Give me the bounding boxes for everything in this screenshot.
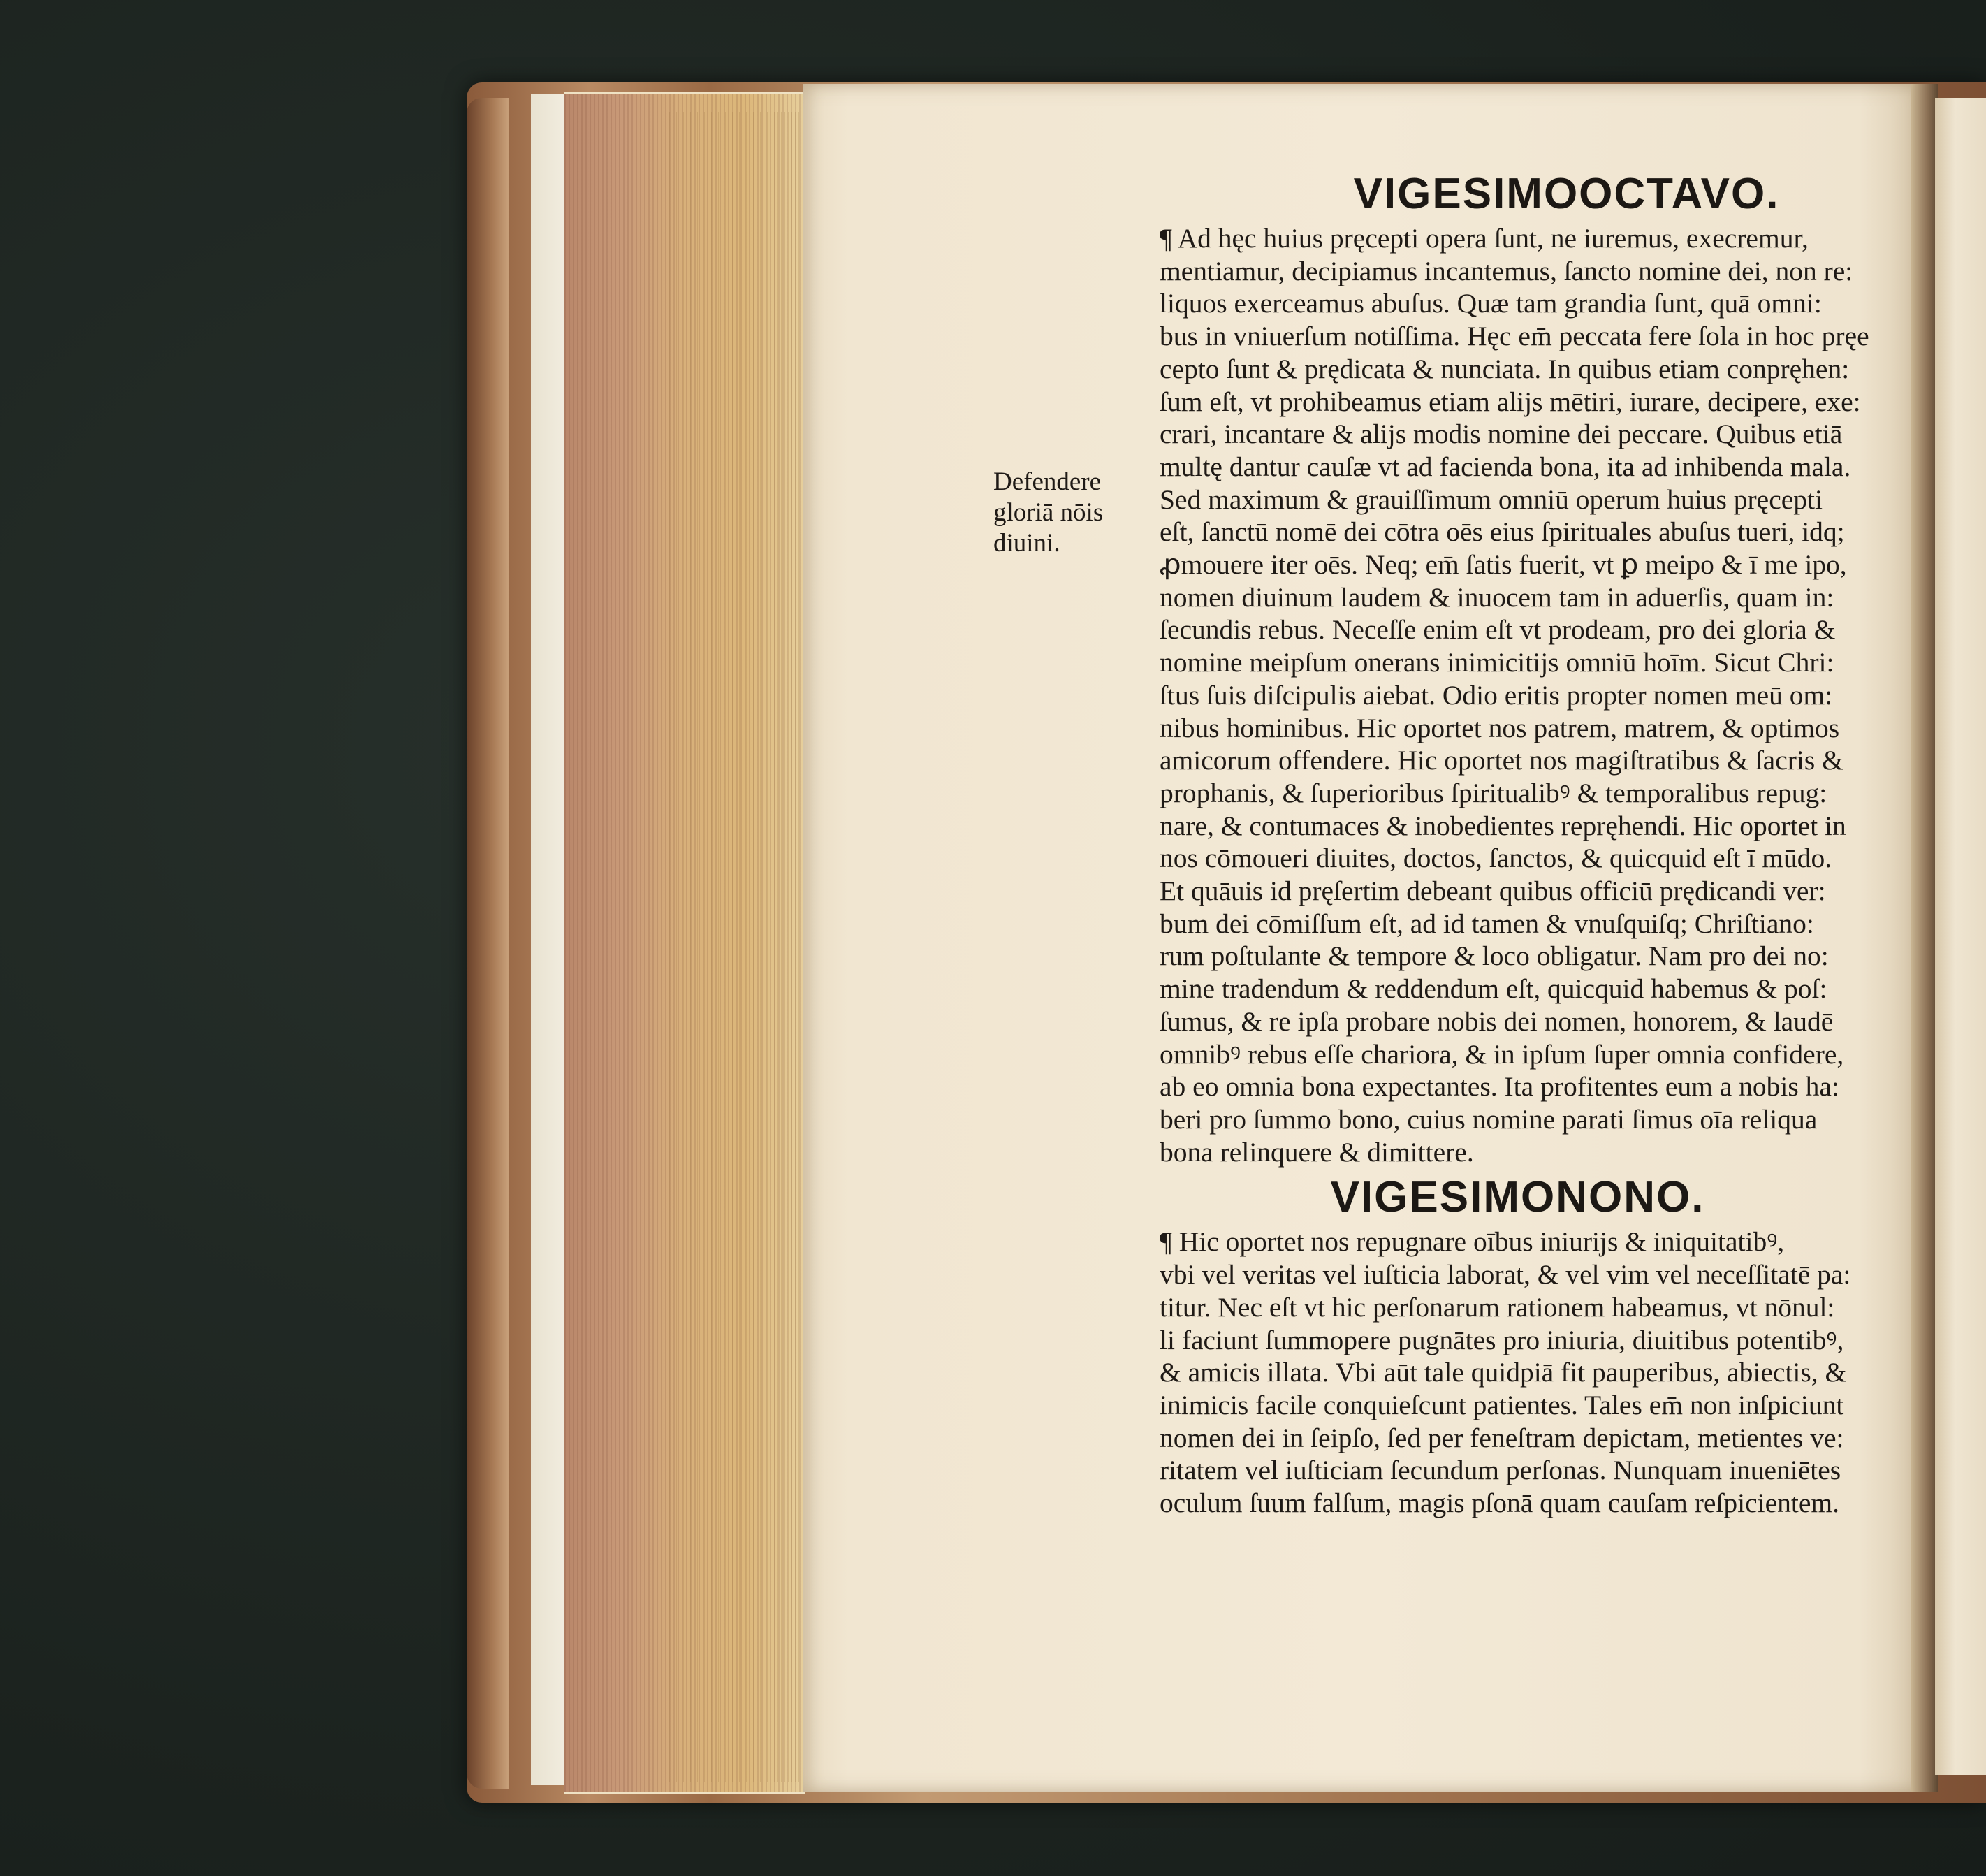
facing-page-edge (1935, 98, 1986, 1775)
text-line: ſtus ſuis diſcipulis aiebat. Odio eritis propter nomen meū om: (1160, 679, 1833, 711)
text-line: amicorum offendere. Hic oportet nos magiſtratibus & ſacris & (1160, 745, 1843, 776)
page-edges-texture (669, 112, 802, 1782)
text-line: oculum ſuum falſum, magis pſonā quam cauſam reſpicientem. (1160, 1488, 1839, 1519)
text-line: liquos exerceamus abuſus. Quæ tam grandia ſunt, quā omni: (1160, 288, 1822, 319)
text-line: nomen dei in ſeipſo, ſed per feneſtram depictam, metientes ve: (1160, 1422, 1844, 1453)
text-line: inimicis facile conquieſcunt patientes. Tales em̄ non inſpiciunt (1160, 1389, 1844, 1420)
text-line: bona relinquere & dimittere. (1160, 1136, 1474, 1168)
text-line: mentiamur, decipiamus incantemus, ſancto nomine dei, non re: (1160, 255, 1853, 286)
text-line: li faciunt ſummopere pugnātes pro iniuria, diuitibus potentibꝰ, (1160, 1324, 1844, 1355)
section-heading: VIGESIMONONO. (1330, 1173, 1705, 1222)
text-line: ſum eſt, vt prohibeamus etiam alijs mētiri, iurare, decipere, exe: (1160, 386, 1861, 417)
text-line: crari, incantare & alijs modis nomine dei peccare. Quibus etiā (1160, 419, 1843, 450)
text-line: ab eo omnia bona expectantes. Ita profitentes eum a nobis ha: (1160, 1071, 1839, 1103)
text-line: nibus hominibus. Hic oportet nos patrem, matrem, & optimos (1160, 712, 1840, 743)
page-text (1160, 166, 1897, 1520)
text-line: ſumus, & re ipſa probare nobis dei nomen, honorem, & laudē (1160, 1005, 1834, 1037)
text-line: bum dei cōmiſſum eſt, ad id tamen & vnuſquiſq; Chriſtiano: (1160, 908, 1814, 939)
book-gutter (1911, 84, 1938, 1792)
text-line: beri pro ſummo bono, cuius nomine parati ſimus oīa reliqua (1160, 1103, 1818, 1135)
text-line: prophanis, & ſuperioribus ſpiritualibꝰ & temporalibus repug: (1160, 777, 1827, 808)
text-line: ritatem vel iuſticiam ſecundum perſonas. Nunquam inueniētes (1160, 1455, 1841, 1486)
book-binding-edge (467, 98, 509, 1789)
paragraph (1160, 1226, 1897, 1519)
text-line: ¶ Hic oportet nos repugnare oībus iniurijs & iniquitatibꝰ, (1160, 1226, 1785, 1258)
text-line: rum poſtulante & tempore & loco obligatur. Nam pro dei no: (1160, 940, 1829, 972)
marginal-note-line: Defendere (993, 467, 1102, 496)
marginal-note-line: gloriā nōis (993, 498, 1104, 527)
text-line: titur. Nec eſt vt hic perſonarum rationem habeamus, vt nōnul: (1160, 1291, 1835, 1323)
text-line: nomen diuinum laudem & inuocem tam in aduerſis, quam in: (1160, 581, 1834, 613)
text-line: & amicis illata. Vbi aūt tale quidpiā fit pauperibus, abiectis, & (1160, 1357, 1847, 1388)
text-line: ꝓmouere iter oēs. Neq; em̄ ſatis fuerit, vt ꝑ meipo & ī me ipo, (1160, 549, 1847, 581)
text-line: multę dantur cauſæ vt ad facienda bona, ita ad inhibenda mala. (1160, 451, 1851, 482)
marginal-note-line: diuini. (993, 529, 1060, 558)
text-line: ſecundis rebus. Neceſſe enim eſt vt prodeam, pro dei gloria & (1160, 614, 1836, 646)
text-line: Sed maximum & grauiſſimum omniū operum huius pręcepti (1160, 483, 1823, 515)
text-line: cepto ſunt & prędicata & nunciata. In quibus etiam conpręhen: (1160, 353, 1850, 384)
text-line: eſt, ſanctū nomē dei cōtra oēs eius ſpirituales abuſus tueri, idq; (1160, 516, 1845, 548)
section-heading: VIGESIMOOCTAVO. (1353, 170, 1780, 218)
text-line: nos cōmoueri diuites, doctos, ſanctos, & quicquid eſt ī mūdo. (1160, 843, 1832, 874)
text-line: ¶ Ad hęc huius pręcepti opera ſunt, ne iuremus, execremur, (1160, 223, 1809, 254)
text-line: nare, & contumaces & inobedientes repręhendi. Hic oportet in (1160, 810, 1846, 841)
text-line: nomine meipſum onerans inimicitijs omniū hoīm. Sicut Chri: (1160, 647, 1834, 678)
text-line: bus in vniuerſum notiſſima. Hęc em̄ peccata fere ſola in hoc pręe (1160, 321, 1869, 352)
marginal-note (993, 467, 1133, 559)
text-line: omnibꝰ rebus eſſe chariora, & in ipſum ſuper omnia confidere, (1160, 1038, 1844, 1070)
text-line: mine tradendum & reddendum eſt, quicquid habemus & poſ: (1160, 973, 1827, 1005)
text-line: Et quāuis id pręſertim debeant quibus officiū prędicandi ver: (1160, 875, 1826, 907)
paragraph (1160, 222, 1897, 1168)
text-line: vbi vel veritas vel iuſticia laborat, & vel vim vel neceſſitatē pa: (1160, 1259, 1851, 1290)
